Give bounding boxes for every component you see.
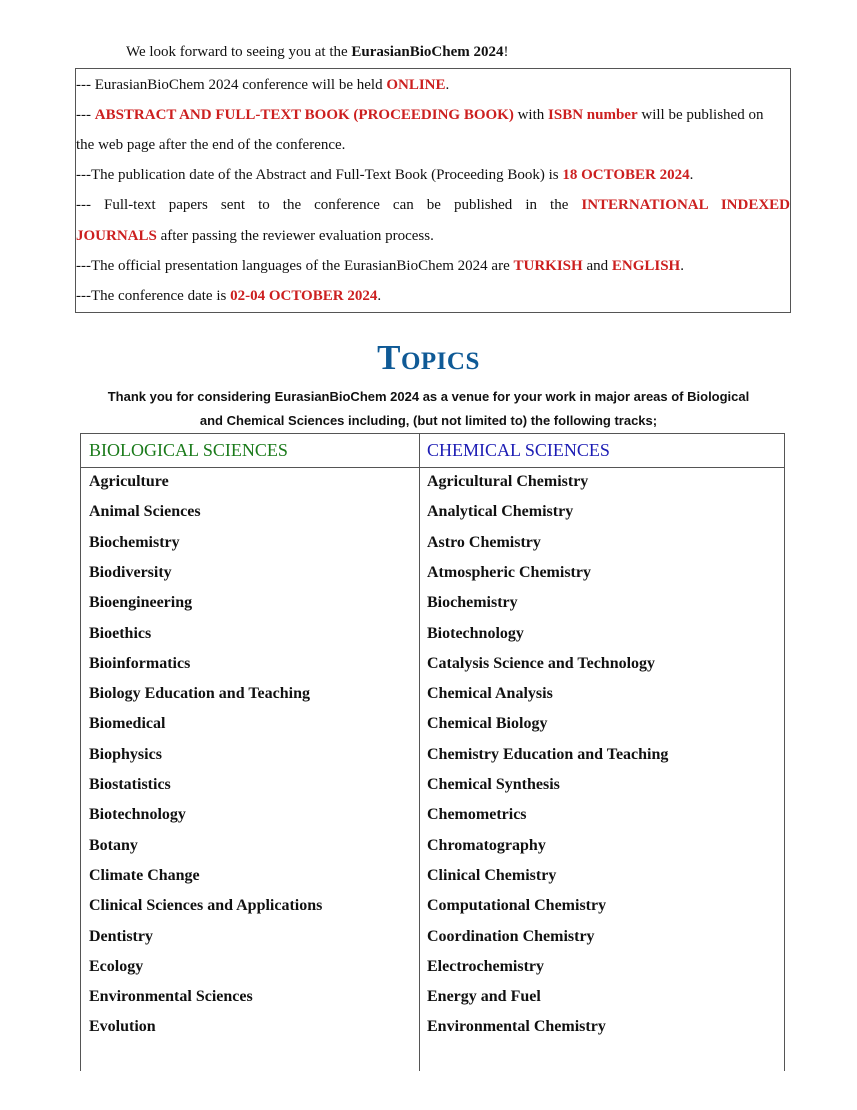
chemical-topic-item: Coordination Chemistry [427, 927, 595, 945]
chemical-topic-item: Astro Chemistry [427, 533, 541, 551]
info-line-review [76, 226, 790, 246]
info-highlight: ONLINE [386, 77, 446, 93]
info-text: with [513, 107, 549, 123]
chemical-topic-item: Catalysis Science and Technology [427, 654, 656, 672]
intro-event-name: EurasianBioChem 2024 [351, 44, 504, 60]
biological-topic-item: Biostatistics [89, 776, 171, 793]
biological-topic-item: Bioinformatics [89, 654, 191, 672]
info-line-languages [76, 256, 790, 276]
info-text: and [582, 258, 612, 274]
chemical-sciences-header: CHEMICAL SCIENCES [427, 440, 610, 460]
info-highlight: ENGLISH [611, 258, 681, 274]
info-text: ---The conference date is [76, 288, 231, 304]
info-highlight: 18 OCTOBER 2024 [562, 167, 690, 183]
biological-topic-item: Environmental Sciences [89, 988, 253, 1006]
info-text: --- EurasianBioChem 2024 conference will be held [76, 77, 387, 93]
biological-topic-item: Dentistry [89, 927, 153, 945]
info-highlight: ABSTRACT AND FULL-TEXT BOOK (PROCEEDING BOOK) [94, 107, 514, 123]
chemical-topic-item: Environmental Chemistry [427, 1018, 606, 1036]
intro-line [126, 44, 509, 61]
biological-topic-item: Bioengineering [89, 594, 193, 612]
chemical-topic-item: Computational Chemistry [427, 897, 607, 915]
biological-topic-item: Biophysics [89, 745, 162, 763]
info-line-publication-date [76, 165, 790, 185]
info-highlight: ISBN number [548, 107, 638, 123]
info-text: after passing the reviewer evaluation process. [156, 228, 434, 244]
info-line-online [76, 75, 790, 95]
intro-suffix: ! [503, 44, 509, 60]
chemical-topic-item: Clinical Chemistry [427, 866, 557, 884]
chemical-topic-item: Electrochemistry [427, 957, 544, 975]
info-box [75, 68, 791, 313]
info-text: ---The official presentation languages of the EurasianBioChem 2024 are [76, 258, 514, 274]
info-text: --- [76, 107, 95, 123]
chemical-topic-item: Chemical Analysis [427, 685, 553, 703]
chemical-topic-item: Analytical Chemistry [427, 503, 574, 521]
chemical-topic-item: Chemical Biology [427, 715, 548, 733]
chemical-topic-item: Chemometrics [427, 806, 527, 824]
info-text: . [689, 167, 694, 183]
topics-table [80, 433, 785, 1071]
chemical-topic-item: Chromatography [427, 836, 546, 854]
chemical-topic-item: Agricultural Chemistry [427, 473, 589, 490]
info-line-journals [76, 195, 790, 215]
biological-topic-item: Animal Sciences [89, 503, 201, 521]
info-text: . [445, 77, 450, 93]
info-highlight: JOURNALS [76, 228, 157, 244]
biological-topic-item: Agriculture [89, 473, 169, 490]
header-divider [81, 467, 784, 468]
biological-topic-item: Biochemistry [89, 533, 180, 551]
info-highlight: 02-04 OCTOBER 2024 [230, 288, 378, 304]
biological-sciences-header: BIOLOGICAL SCIENCES [89, 440, 288, 460]
biological-topic-item: Bioethics [89, 624, 152, 642]
info-highlight: INTERNATIONAL INDEXED [581, 197, 790, 213]
chemical-topic-item: Energy and Fuel [427, 988, 541, 1006]
column-divider [419, 434, 420, 1071]
biological-topic-item: Botany [89, 836, 138, 854]
info-highlight: TURKISH [513, 258, 583, 274]
chemical-topic-item: Atmospheric Chemistry [427, 563, 591, 581]
chemical-topic-item: Biochemistry [427, 594, 518, 612]
info-line-conference-date [76, 286, 790, 306]
info-text: ---The publication date of the Abstract and Full-Text Book (Proceeding Book) is [76, 167, 563, 183]
info-text: --- Full-text papers sent to the conference can be published in the [76, 197, 582, 213]
topics-heading: Topics [377, 338, 480, 377]
chemical-topic-item: Chemistry Education and Teaching [427, 745, 669, 763]
info-text: . [680, 258, 684, 274]
biological-topic-item: Biotechnology [89, 806, 186, 824]
info-text: . [377, 288, 382, 304]
biological-topic-item: Climate Change [89, 866, 200, 884]
topics-subtitle-line-2: and Chemical Sciences including, (but not limited to) the following tracks; [199, 413, 658, 428]
intro-prefix: We look forward to seeing you at the [126, 44, 352, 60]
biological-topic-item: Clinical Sciences and Applications [89, 897, 323, 915]
info-line-book [76, 105, 790, 125]
info-line-webpage: the web page after the end of the conference. [76, 137, 346, 153]
biological-topic-item: Biodiversity [89, 563, 172, 581]
biological-topic-item: Biomedical [89, 715, 166, 733]
biological-topic-item: Ecology [89, 957, 144, 975]
chemical-topic-item: Biotechnology [427, 624, 524, 642]
topics-subtitle-line-1: Thank you for considering EurasianBioChem 2024 as a venue for your work in major areas of Biological [107, 389, 750, 404]
biological-topic-item: Evolution [89, 1018, 156, 1036]
biological-topic-item: Biology Education and Teaching [89, 685, 310, 703]
chemical-topic-item: Chemical Synthesis [427, 776, 560, 793]
info-text: will be published on [637, 107, 764, 123]
